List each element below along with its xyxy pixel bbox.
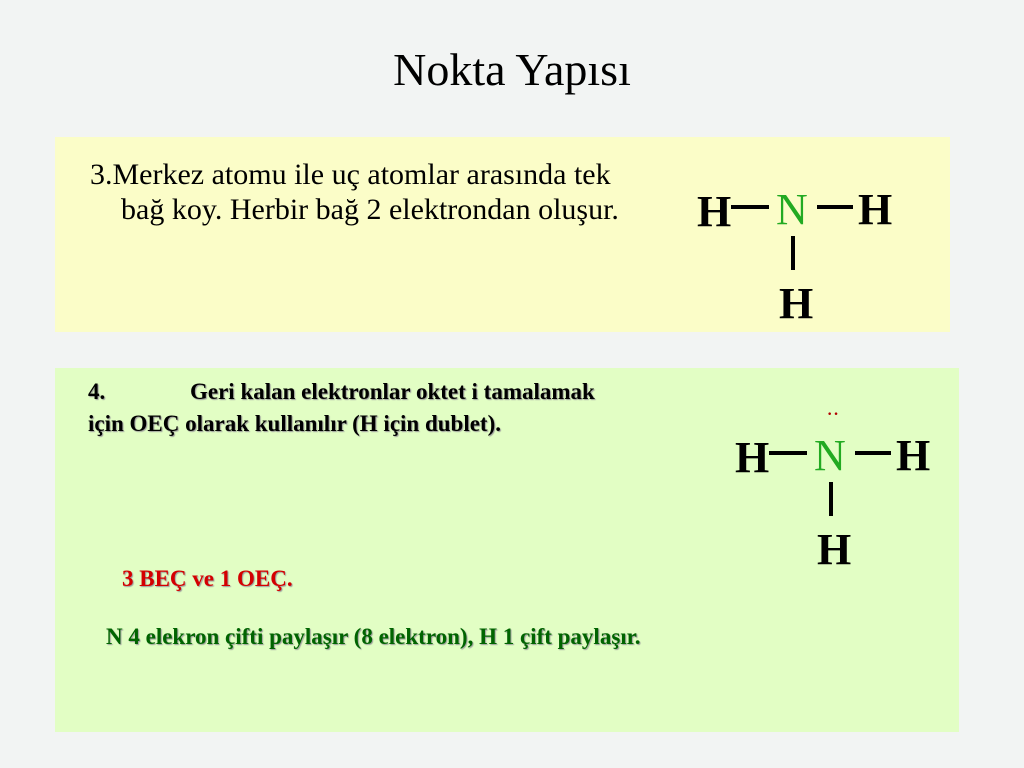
bond-right [817, 205, 853, 209]
bond-right [855, 451, 891, 455]
atom-n-center: N [814, 431, 846, 480]
step4-line2: için OEÇ olarak kullanılır (H için dublet). [88, 411, 502, 436]
bond-left [731, 205, 769, 209]
step3-text: 3.Merkez atomu ile uç atomlar arasında tek bağ koy. Herbir bağ 2 elektrondan oluşur. [90, 158, 619, 226]
atom-h-left: H [697, 187, 732, 236]
step4-text [88, 376, 708, 440]
atom-h-right: H [858, 185, 893, 234]
electron-pair-count: 3 BEÇ ve 1 OEÇ. [122, 566, 293, 591]
bond-down [829, 482, 833, 516]
slide-title: Nokta Yapısı [393, 44, 631, 95]
atom-h-bottom: H [817, 525, 852, 574]
atom-h-bottom: H [779, 279, 814, 328]
step4-number: 4. [88, 379, 106, 404]
bond-down [791, 236, 795, 270]
atom-n-center: N [776, 185, 808, 234]
bond-left [769, 451, 807, 455]
electron-sharing-note: N 4 elekron çifti paylaşır (8 elektron), H 1 çift paylaşır. [106, 624, 641, 649]
lone-pair: ·· [827, 406, 840, 423]
atom-h-right: H [896, 431, 931, 480]
step4-line1: Geri kalan elektronlar oktet i tamalamak [190, 379, 595, 404]
atom-h-left: H [735, 433, 770, 482]
